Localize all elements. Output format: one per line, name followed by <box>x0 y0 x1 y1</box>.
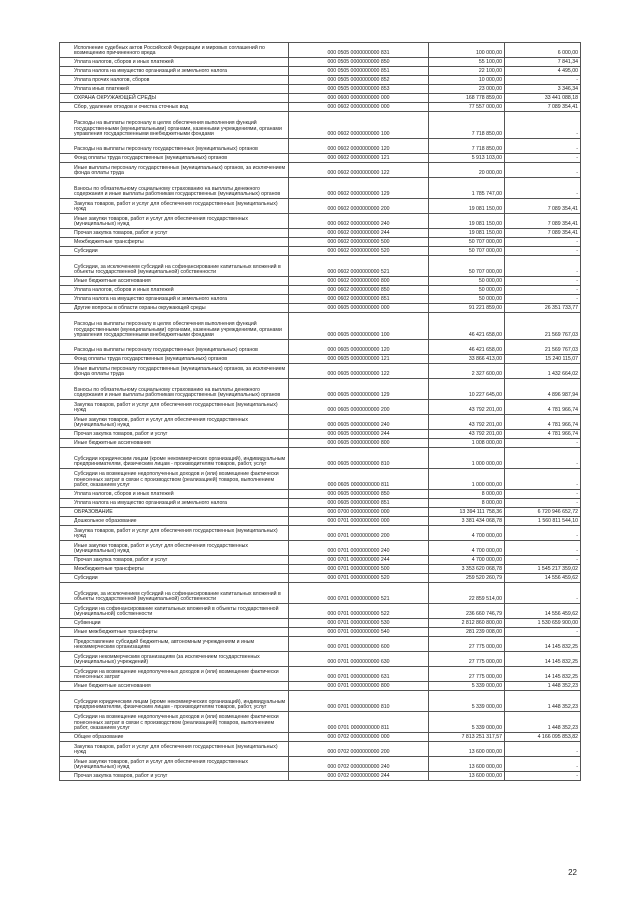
row-fact-cell: 7 089 354,41 <box>505 103 581 112</box>
table-row <box>60 565 581 574</box>
row-code-cell: 000 0605 0000000000 244 <box>289 430 429 439</box>
row-name-cell: Взносы по обязательному социальному страхованию на выплаты денежного содержания и иные выплаты работникам государственных (муниципальных) органов <box>60 379 289 400</box>
row-name-cell: Иные закупки товаров, работ и услуг для обеспечения государственных (муниципальных) нужд <box>60 415 289 430</box>
row-code-cell: 000 0701 0000000000 520 <box>289 574 429 583</box>
row-plan-cell: 27 775 000,00 <box>429 667 505 682</box>
table-row <box>60 619 581 628</box>
table-body <box>60 43 581 781</box>
row-name-cell: Предоставление субсидий бюджетным, автономным учреждениям и иным некоммерческим организациям <box>60 637 289 652</box>
row-name-cell: Межбюджетные трансферты <box>60 565 289 574</box>
row-code-cell: 000 0605 0000000000 122 <box>289 364 429 379</box>
row-code-cell: 000 0602 0000000000 121 <box>289 154 429 163</box>
table-row <box>60 214 581 229</box>
row-plan-cell: 19 081 150,00 <box>429 199 505 214</box>
row-plan-cell: 43 792 201,00 <box>429 400 505 415</box>
row-plan-cell: 3 381 434 068,78 <box>429 517 505 526</box>
row-fact-cell: - <box>505 178 581 199</box>
row-name-cell: Уплата налога на имущество организаций и земельного налога <box>60 499 289 508</box>
table-row <box>60 277 581 286</box>
row-code-cell: 000 0701 0000000000 522 <box>289 604 429 619</box>
table-row <box>60 541 581 556</box>
table-row <box>60 757 581 772</box>
row-name-cell: Иные выплаты персоналу государственных (муниципальных) органов, за исключением фонда оплаты труда <box>60 364 289 379</box>
row-plan-cell: 33 866 413,00 <box>429 355 505 364</box>
row-code-cell: 000 0605 0000000000 851 <box>289 499 429 508</box>
row-fact-cell: - <box>505 277 581 286</box>
row-fact-cell: - <box>505 556 581 565</box>
table-row <box>60 238 581 247</box>
table-row <box>60 256 581 277</box>
row-code-cell: 000 0701 0000000000 000 <box>289 517 429 526</box>
table-row <box>60 313 581 340</box>
row-plan-cell: 1 785 747,00 <box>429 178 505 199</box>
row-name-cell: ОБРАЗОВАНИЕ <box>60 508 289 517</box>
row-code-cell: 000 0605 0000000000 100 <box>289 313 429 340</box>
row-fact-cell: 1 530 659 900,00 <box>505 619 581 628</box>
row-fact-cell: 1 545 217 359,02 <box>505 565 581 574</box>
row-name-cell: Фонд оплаты труда государственных (муниципальных) органов <box>60 355 289 364</box>
row-code-cell: 000 0602 0000000000 129 <box>289 178 429 199</box>
row-fact-cell: 4 781 966,74 <box>505 430 581 439</box>
table-row <box>60 652 581 667</box>
row-name-cell: Иные бюджетные ассигнования <box>60 682 289 691</box>
row-code-cell: 000 0701 0000000000 540 <box>289 628 429 637</box>
row-code-cell: 000 0602 0000000000 200 <box>289 199 429 214</box>
row-fact-cell: - <box>505 628 581 637</box>
row-name-cell: Уплата налога на имущество организаций и земельного налога <box>60 295 289 304</box>
row-fact-cell: 4 781 966,74 <box>505 415 581 430</box>
table-row <box>60 103 581 112</box>
row-code-cell: 000 0605 0000000000 800 <box>289 439 429 448</box>
table-row <box>60 286 581 295</box>
row-code-cell: 000 0702 0000000000 200 <box>289 742 429 757</box>
row-code-cell: 000 0602 0000000000 500 <box>289 238 429 247</box>
table-row <box>60 364 581 379</box>
row-fact-cell: - <box>505 256 581 277</box>
row-plan-cell: 3 353 620 068,78 <box>429 565 505 574</box>
row-fact-cell: - <box>505 469 581 490</box>
row-plan-cell: 100 000,00 <box>429 43 505 58</box>
row-name-cell: Субсидии некоммерческим организациям (за исключением государственных (муниципальных) учреждений) <box>60 652 289 667</box>
table-row <box>60 712 581 733</box>
row-name-cell: Закупка товаров, работ и услуг для обеспечения государственных (муниципальных) нужд <box>60 199 289 214</box>
row-name-cell: Иные закупки товаров, работ и услуг для обеспечения государственных (муниципальных) нужд <box>60 541 289 556</box>
table-row <box>60 304 581 313</box>
table-row <box>60 583 581 604</box>
row-code-cell: 000 0700 0000000000 000 <box>289 508 429 517</box>
row-fact-cell: - <box>505 583 581 604</box>
row-code-cell: 000 0701 0000000000 631 <box>289 667 429 682</box>
row-code-cell: 000 0605 0000000000 850 <box>289 490 429 499</box>
row-name-cell: Иные выплаты персоналу государственных (муниципальных) органов, за исключением фонда оплаты труда <box>60 163 289 178</box>
page-number: 22 <box>568 868 577 877</box>
table-row <box>60 379 581 400</box>
row-name-cell: Другие вопросы в области охраны окружающей среды <box>60 304 289 313</box>
row-plan-cell: 2 327 600,00 <box>429 364 505 379</box>
row-name-cell: Сбор, удаление отходов и очистка сточных вод <box>60 103 289 112</box>
row-plan-cell: 20 000,00 <box>429 163 505 178</box>
row-fact-cell: 21 569 767,03 <box>505 313 581 340</box>
row-name-cell: Субсидии на возмещение недополученных доходов и (или) возмещение фактически понесенных затрат <box>60 667 289 682</box>
row-code-cell: 000 0701 0000000000 811 <box>289 712 429 733</box>
row-name-cell: Прочая закупка товаров, работ и услуг <box>60 772 289 781</box>
row-name-cell: Субсидии, за исключением субсидий на софинансирование капитальных вложений в объекты государственной (муниципальной) собственности <box>60 256 289 277</box>
row-code-cell: 000 0602 0000000000 244 <box>289 229 429 238</box>
row-fact-cell: 1 448 352,23 <box>505 691 581 712</box>
row-fact-cell: 4 495,00 <box>505 67 581 76</box>
row-plan-cell: 19 081 150,00 <box>429 229 505 238</box>
row-code-cell: 000 0605 0000000000 120 <box>289 340 429 355</box>
row-name-cell: Общее образование <box>60 733 289 742</box>
row-fact-cell: - <box>505 247 581 256</box>
row-code-cell: 000 0602 0000000000 100 <box>289 112 429 139</box>
row-code-cell: 000 0505 0000000000 850 <box>289 58 429 67</box>
row-code-cell: 000 0505 0000000000 831 <box>289 43 429 58</box>
row-name-cell: Уплата прочих налогов, сборов <box>60 76 289 85</box>
row-fact-cell: 6 000,00 <box>505 43 581 58</box>
row-fact-cell: 14 145 832,25 <box>505 652 581 667</box>
row-fact-cell: - <box>505 139 581 154</box>
row-plan-cell: 5 339 000,00 <box>429 712 505 733</box>
row-plan-cell: 19 081 150,00 <box>429 214 505 229</box>
row-code-cell: 000 0605 0000000000 200 <box>289 400 429 415</box>
table-row <box>60 229 581 238</box>
row-plan-cell: 5 339 000,00 <box>429 691 505 712</box>
row-fact-cell: - <box>505 490 581 499</box>
row-name-cell: Субсидии на возмещение недополученных доходов и (или) возмещение фактически понесенных затрат в связи с производством (реализацией) товаров, выполнением работ, оказанием услуг <box>60 469 289 490</box>
row-fact-cell: 4 166 095 853,82 <box>505 733 581 742</box>
row-code-cell: 000 0605 0000000000 810 <box>289 448 429 469</box>
row-plan-cell: 50 000,00 <box>429 277 505 286</box>
row-plan-cell: 1 008 000,00 <box>429 439 505 448</box>
row-plan-cell: 13 600 000,00 <box>429 757 505 772</box>
table-row <box>60 490 581 499</box>
row-name-cell: Закупка товаров, работ и услуг для обеспечения государственных (муниципальных) нужд <box>60 526 289 541</box>
row-code-cell: 000 0602 0000000000 000 <box>289 103 429 112</box>
row-code-cell: 000 0701 0000000000 630 <box>289 652 429 667</box>
table-row <box>60 112 581 139</box>
table-row <box>60 526 581 541</box>
row-code-cell: 000 0605 0000000000 000 <box>289 304 429 313</box>
row-name-cell: Уплата иных платежей <box>60 85 289 94</box>
row-name-cell: Закупка товаров, работ и услуг для обеспечения государственных (муниципальных) нужд <box>60 400 289 415</box>
row-code-cell: 000 0701 0000000000 800 <box>289 682 429 691</box>
row-plan-cell: 50 707 000,00 <box>429 256 505 277</box>
row-fact-cell: 7 089 354,41 <box>505 229 581 238</box>
row-name-cell: Взносы по обязательному социальному страхованию на выплаты денежного содержания и иные выплаты работникам государственных (муниципальных) органов <box>60 178 289 199</box>
row-code-cell: 000 0701 0000000000 244 <box>289 556 429 565</box>
row-plan-cell: 22 859 514,00 <box>429 583 505 604</box>
row-fact-cell: 1 448 352,23 <box>505 712 581 733</box>
row-plan-cell: 4 700 000,00 <box>429 541 505 556</box>
row-code-cell: 000 0701 0000000000 810 <box>289 691 429 712</box>
row-name-cell: Субсидии юридическим лицам (кроме некоммерческих организаций), индивидуальным предпринимателям, физическим лицам - производителям товаров, работ, услуг <box>60 448 289 469</box>
row-plan-cell: 4 700 000,00 <box>429 556 505 565</box>
row-fact-cell: - <box>505 112 581 139</box>
row-name-cell: Уплата налогов, сборов и иных платежей <box>60 286 289 295</box>
row-plan-cell: 5 913 103,00 <box>429 154 505 163</box>
row-fact-cell: - <box>505 238 581 247</box>
row-plan-cell: 5 339 000,00 <box>429 682 505 691</box>
row-fact-cell: - <box>505 163 581 178</box>
row-code-cell: 000 0702 0000000000 000 <box>289 733 429 742</box>
row-plan-cell: 281 239 008,00 <box>429 628 505 637</box>
row-fact-cell: 14 556 459,62 <box>505 604 581 619</box>
row-code-cell: 000 0600 0000000000 000 <box>289 94 429 103</box>
row-fact-cell: 21 569 767,03 <box>505 340 581 355</box>
row-plan-cell: 46 421 658,00 <box>429 340 505 355</box>
row-plan-cell: 8 000,00 <box>429 499 505 508</box>
row-fact-cell: - <box>505 76 581 85</box>
table-row <box>60 772 581 781</box>
row-fact-cell: - <box>505 526 581 541</box>
row-fact-cell: 3 346,34 <box>505 85 581 94</box>
row-fact-cell: 4 896 987,94 <box>505 379 581 400</box>
table-row <box>60 400 581 415</box>
table-row <box>60 430 581 439</box>
row-code-cell: 000 0701 0000000000 200 <box>289 526 429 541</box>
row-code-cell: 000 0602 0000000000 122 <box>289 163 429 178</box>
row-fact-cell: 1 448 352,23 <box>505 682 581 691</box>
table-row <box>60 508 581 517</box>
row-code-cell: 000 0505 0000000000 851 <box>289 67 429 76</box>
row-plan-cell: 13 600 000,00 <box>429 742 505 757</box>
row-fact-cell: - <box>505 772 581 781</box>
table-row <box>60 295 581 304</box>
table-row <box>60 199 581 214</box>
row-code-cell: 000 0602 0000000000 521 <box>289 256 429 277</box>
row-plan-cell: 13 600 000,00 <box>429 772 505 781</box>
row-name-cell: ОХРАНА ОКРУЖАЮЩЕЙ СРЕДЫ <box>60 94 289 103</box>
table-row <box>60 67 581 76</box>
row-plan-cell: 23 000,00 <box>429 85 505 94</box>
row-plan-cell: 43 792 201,00 <box>429 430 505 439</box>
row-code-cell: 000 0701 0000000000 240 <box>289 541 429 556</box>
budget-expenditure-table <box>59 42 581 781</box>
row-fact-cell: - <box>505 295 581 304</box>
table-row <box>60 604 581 619</box>
row-plan-cell: 13 394 111 758,36 <box>429 508 505 517</box>
table-row <box>60 94 581 103</box>
row-plan-cell: 50 707 000,00 <box>429 238 505 247</box>
row-plan-cell: 168 778 859,00 <box>429 94 505 103</box>
row-plan-cell: 1 000 000,00 <box>429 448 505 469</box>
row-fact-cell: - <box>505 448 581 469</box>
table-row <box>60 43 581 58</box>
table-row <box>60 154 581 163</box>
row-name-cell: Иные межбюджетные трансферты <box>60 628 289 637</box>
row-name-cell: Иные закупки товаров, работ и услуг для обеспечения государственных (муниципальных) нужд <box>60 214 289 229</box>
row-code-cell: 000 0701 0000000000 500 <box>289 565 429 574</box>
row-name-cell: Расходы на выплаты персоналу государственных (муниципальных) органов <box>60 340 289 355</box>
table-row <box>60 139 581 154</box>
row-name-cell: Иные бюджетные ассигнования <box>60 439 289 448</box>
table-row <box>60 76 581 85</box>
row-name-cell: Расходы на выплаты персоналу в целях обеспечения выполнения функций государственными (муниципальными) органами, казенными учреждениями, органами управления государственными внебюджетными фондами <box>60 313 289 340</box>
row-name-cell: Субвенции <box>60 619 289 628</box>
row-name-cell: Закупка товаров, работ и услуг для обеспечения государственных (муниципальных) нужд <box>60 742 289 757</box>
row-plan-cell: 27 775 000,00 <box>429 637 505 652</box>
table-row <box>60 556 581 565</box>
row-fact-cell: 14 145 832,25 <box>505 667 581 682</box>
table-row <box>60 667 581 682</box>
row-name-cell: Уплата налога на имущество организаций и земельного налога <box>60 67 289 76</box>
row-name-cell: Субсидии <box>60 574 289 583</box>
row-code-cell: 000 0605 0000000000 129 <box>289 379 429 400</box>
row-name-cell: Дошкольное образование <box>60 517 289 526</box>
budget-report-page <box>59 42 580 781</box>
row-fact-cell: 1 432 664,02 <box>505 364 581 379</box>
row-code-cell: 000 0602 0000000000 520 <box>289 247 429 256</box>
row-plan-cell: 7 718 850,00 <box>429 112 505 139</box>
row-code-cell: 000 0602 0000000000 800 <box>289 277 429 286</box>
table-row <box>60 637 581 652</box>
row-name-cell: Расходы на выплаты персоналу в целях обеспечения выполнения функций государственными (муниципальными) органами, казенными учреждениями, органами управления государственными внебюджетными фондами <box>60 112 289 139</box>
table-row <box>60 691 581 712</box>
row-plan-cell: 4 700 000,00 <box>429 526 505 541</box>
row-name-cell: Расходы на выплаты персоналу государственных (муниципальных) органов <box>60 139 289 154</box>
row-name-cell: Фонд оплаты труда государственных (муниципальных) органов <box>60 154 289 163</box>
table-row <box>60 469 581 490</box>
row-plan-cell: 10 000,00 <box>429 76 505 85</box>
row-code-cell: 000 0702 0000000000 240 <box>289 757 429 772</box>
row-fact-cell: 15 240 115,07 <box>505 355 581 364</box>
row-name-cell: Исполнение судебных актов Российской Федерации и мировых соглашений по возмещению причиненного вреда <box>60 43 289 58</box>
row-code-cell: 000 0701 0000000000 521 <box>289 583 429 604</box>
row-plan-cell: 91 221 859,00 <box>429 304 505 313</box>
row-fact-cell: 6 720 946 652,72 <box>505 508 581 517</box>
row-fact-cell: 1 560 811 544,10 <box>505 517 581 526</box>
row-fact-cell: - <box>505 757 581 772</box>
row-plan-cell: 27 775 000,00 <box>429 652 505 667</box>
row-plan-cell: 10 227 645,00 <box>429 379 505 400</box>
row-code-cell: 000 0701 0000000000 530 <box>289 619 429 628</box>
table-row <box>60 178 581 199</box>
row-name-cell: Прочая закупка товаров, работ и услуг <box>60 556 289 565</box>
row-fact-cell: 33 441 088,18 <box>505 94 581 103</box>
row-code-cell: 000 0701 0000000000 600 <box>289 637 429 652</box>
row-name-cell: Иные бюджетные ассигнования <box>60 277 289 286</box>
row-code-cell: 000 0505 0000000000 853 <box>289 85 429 94</box>
row-code-cell: 000 0505 0000000000 852 <box>289 76 429 85</box>
row-plan-cell: 7 718 850,00 <box>429 139 505 154</box>
row-plan-cell: 7 813 251 317,57 <box>429 733 505 742</box>
row-plan-cell: 50 707 000,00 <box>429 247 505 256</box>
row-name-cell: Уплата налогов, сборов и иных платежей <box>60 58 289 67</box>
row-fact-cell: - <box>505 154 581 163</box>
row-code-cell: 000 0605 0000000000 121 <box>289 355 429 364</box>
table-row <box>60 628 581 637</box>
row-plan-cell: 236 660 746,79 <box>429 604 505 619</box>
row-code-cell: 000 0702 0000000000 244 <box>289 772 429 781</box>
row-fact-cell: - <box>505 742 581 757</box>
row-plan-cell: 2 812 860 800,00 <box>429 619 505 628</box>
row-name-cell: Субсидии на софинансирование капитальных вложений в объекты государственной (муниципальной) собственности <box>60 604 289 619</box>
row-code-cell: 000 0602 0000000000 850 <box>289 286 429 295</box>
row-name-cell: Субсидии юридическим лицам (кроме некоммерческих организаций), индивидуальным предпринимателям, физическим лицам - производителям товаров, работ, услуг <box>60 691 289 712</box>
row-plan-cell: 22 100,00 <box>429 67 505 76</box>
table-row <box>60 733 581 742</box>
row-plan-cell: 8 000,00 <box>429 490 505 499</box>
table-row <box>60 415 581 430</box>
row-name-cell: Иные закупки товаров, работ и услуг для обеспечения государственных (муниципальных) нужд <box>60 757 289 772</box>
row-fact-cell: 14 556 459,62 <box>505 574 581 583</box>
row-name-cell: Уплата налогов, сборов и иных платежей <box>60 490 289 499</box>
table-row <box>60 682 581 691</box>
row-fact-cell: - <box>505 286 581 295</box>
row-code-cell: 000 0605 0000000000 811 <box>289 469 429 490</box>
table-row <box>60 448 581 469</box>
row-fact-cell: - <box>505 499 581 508</box>
row-fact-cell: - <box>505 541 581 556</box>
row-code-cell: 000 0602 0000000000 120 <box>289 139 429 154</box>
row-name-cell: Субсидии на возмещение недополученных доходов и (или) возмещение фактически понесенных затрат в связи с производством (реализацией) товаров, выполнением работ, оказанием услуг <box>60 712 289 733</box>
table-row <box>60 58 581 67</box>
table-row <box>60 574 581 583</box>
table-row <box>60 247 581 256</box>
row-plan-cell: 43 792 201,00 <box>429 415 505 430</box>
table-row <box>60 355 581 364</box>
table-row <box>60 163 581 178</box>
table-row <box>60 85 581 94</box>
table-row <box>60 439 581 448</box>
table-row <box>60 499 581 508</box>
row-code-cell: 000 0605 0000000000 240 <box>289 415 429 430</box>
row-name-cell: Прочая закупка товаров, работ и услуг <box>60 430 289 439</box>
row-fact-cell: 7 089 354,41 <box>505 199 581 214</box>
row-name-cell: Межбюджетные трансферты <box>60 238 289 247</box>
row-fact-cell: 14 145 832,25 <box>505 637 581 652</box>
row-plan-cell: 50 000,00 <box>429 295 505 304</box>
row-name-cell: Прочая закупка товаров, работ и услуг <box>60 229 289 238</box>
table-row <box>60 742 581 757</box>
row-plan-cell: 46 421 658,00 <box>429 313 505 340</box>
row-fact-cell: - <box>505 439 581 448</box>
row-plan-cell: 1 000 000,00 <box>429 469 505 490</box>
table-row <box>60 340 581 355</box>
row-fact-cell: 26 351 733,77 <box>505 304 581 313</box>
row-name-cell: Субсидии <box>60 247 289 256</box>
row-plan-cell: 77 557 000,00 <box>429 103 505 112</box>
row-plan-cell: 259 520 260,79 <box>429 574 505 583</box>
row-plan-cell: 50 000,00 <box>429 286 505 295</box>
row-fact-cell: 7 089 354,41 <box>505 214 581 229</box>
row-fact-cell: 4 781 966,74 <box>505 400 581 415</box>
table-row <box>60 517 581 526</box>
row-code-cell: 000 0602 0000000000 851 <box>289 295 429 304</box>
row-fact-cell: 7 841,34 <box>505 58 581 67</box>
row-code-cell: 000 0602 0000000000 240 <box>289 214 429 229</box>
row-plan-cell: 55 100,00 <box>429 58 505 67</box>
row-name-cell: Субсидии, за исключением субсидий на софинансирование капитальных вложений в объекты государственной (муниципальной) собственности <box>60 583 289 604</box>
